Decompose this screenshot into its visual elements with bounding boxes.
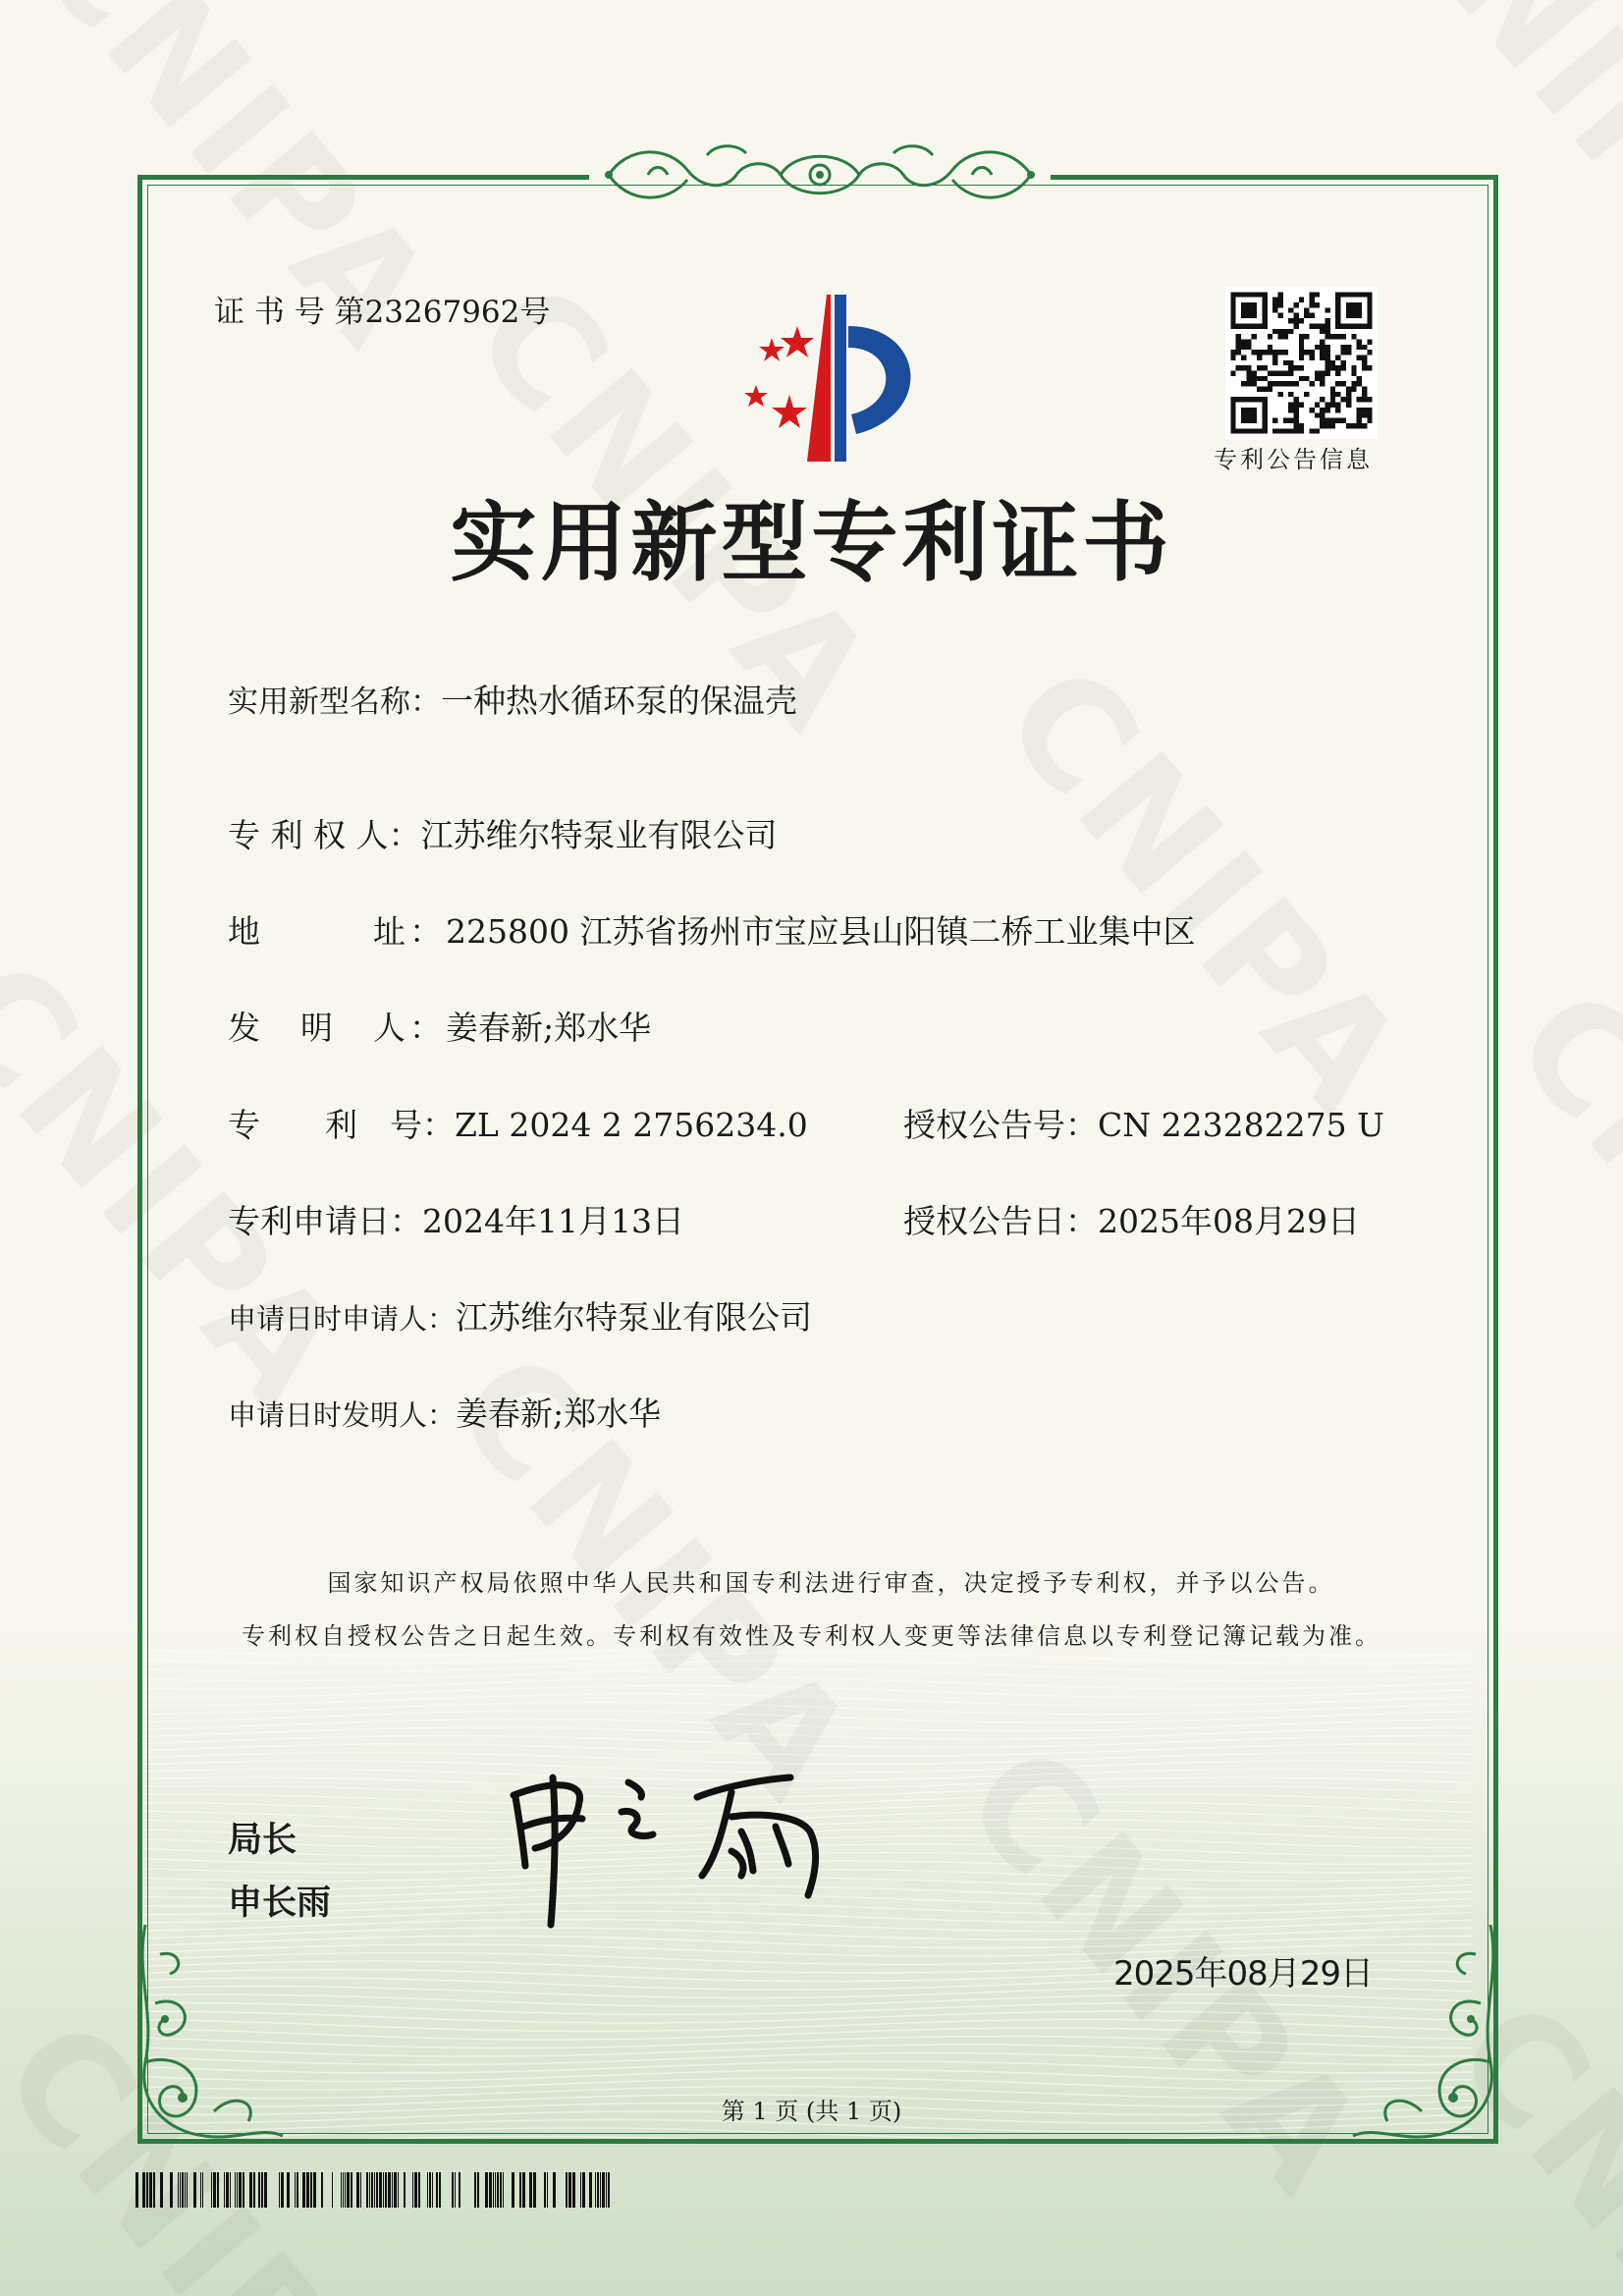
barcode-icon (134, 2172, 615, 2208)
notice-line-2: 专利权自授权公告之日起生效。专利权有效性及专利权人变更等法律信息以专利登记簿记载为准。 (242, 1622, 1381, 1650)
field-label: 授权公告日： (903, 1202, 1098, 1240)
qr-code-icon[interactable] (1225, 287, 1378, 439)
field-value: 2025年08月29日 (1098, 1202, 1360, 1240)
notice-line-1: 国家知识产权局依照中华人民共和国专利法进行审查，决定授予专利权，并予以公告。 (327, 1569, 1335, 1597)
field-value: 江苏维尔特泵业有限公司 (420, 816, 778, 854)
field-label: 发 明 人： (228, 1009, 446, 1047)
inventor-at-filing-row (228, 1389, 661, 1435)
certificate-title: 实用新型专利证书 (450, 491, 1173, 593)
patent-number-row (228, 1100, 808, 1146)
patentee-row (228, 810, 777, 856)
field-value: 姜春新;郑水华 (446, 1009, 652, 1047)
signature-image (496, 1758, 849, 1935)
watermark (1482, 959, 1623, 1471)
field-label: 专 利 号： (228, 1106, 455, 1144)
qr-label: 专利公告信息 (1214, 446, 1373, 473)
signatory-title: 局长 (228, 1821, 298, 1860)
field-label: 申请日时发明人： (228, 1398, 457, 1432)
cnipa-emblem-icon (699, 287, 945, 468)
publication-date-row (903, 1196, 1360, 1242)
field-value: 姜春新;郑水华 (456, 1394, 662, 1433)
field-value: CN 223282275 U (1098, 1106, 1384, 1144)
page-footer: 第 1 页 (共 1 页) (721, 2098, 902, 2125)
utility-model-name-row (228, 676, 797, 722)
inventor-row (228, 1003, 651, 1049)
field-value: 225800 江苏省扬州市宝应县山阳镇二桥工业集中区 (446, 912, 1196, 951)
field-label: 专 利 权 人： (228, 816, 421, 854)
address-row (228, 906, 1195, 953)
applicant-at-filing-row (228, 1292, 812, 1339)
ornament-icon (589, 136, 1051, 214)
field-label: 实用新型名称： (228, 684, 441, 720)
field-label: 地 址： (228, 912, 446, 951)
signing-date: 2025年08月29日 (1113, 1954, 1374, 1994)
filing-date-row (228, 1196, 684, 1242)
field-label: 授权公告号： (903, 1106, 1098, 1144)
field-label: 申请日时申请人： (228, 1302, 457, 1336)
field-value: ZL 2024 2 2756234.0 (455, 1106, 808, 1144)
field-label: 专利申请日： (228, 1202, 422, 1240)
publication-number-row (903, 1100, 1384, 1146)
certificate-number: 证 书 号 第23267962号 (214, 295, 551, 330)
field-value: 江苏维尔特泵业有限公司 (456, 1298, 813, 1337)
field-value: 2024年11月13日 (422, 1202, 684, 1240)
field-value: 一种热水循环泵的保温壳 (441, 682, 797, 720)
signatory-name: 申长雨 (228, 1884, 332, 1923)
